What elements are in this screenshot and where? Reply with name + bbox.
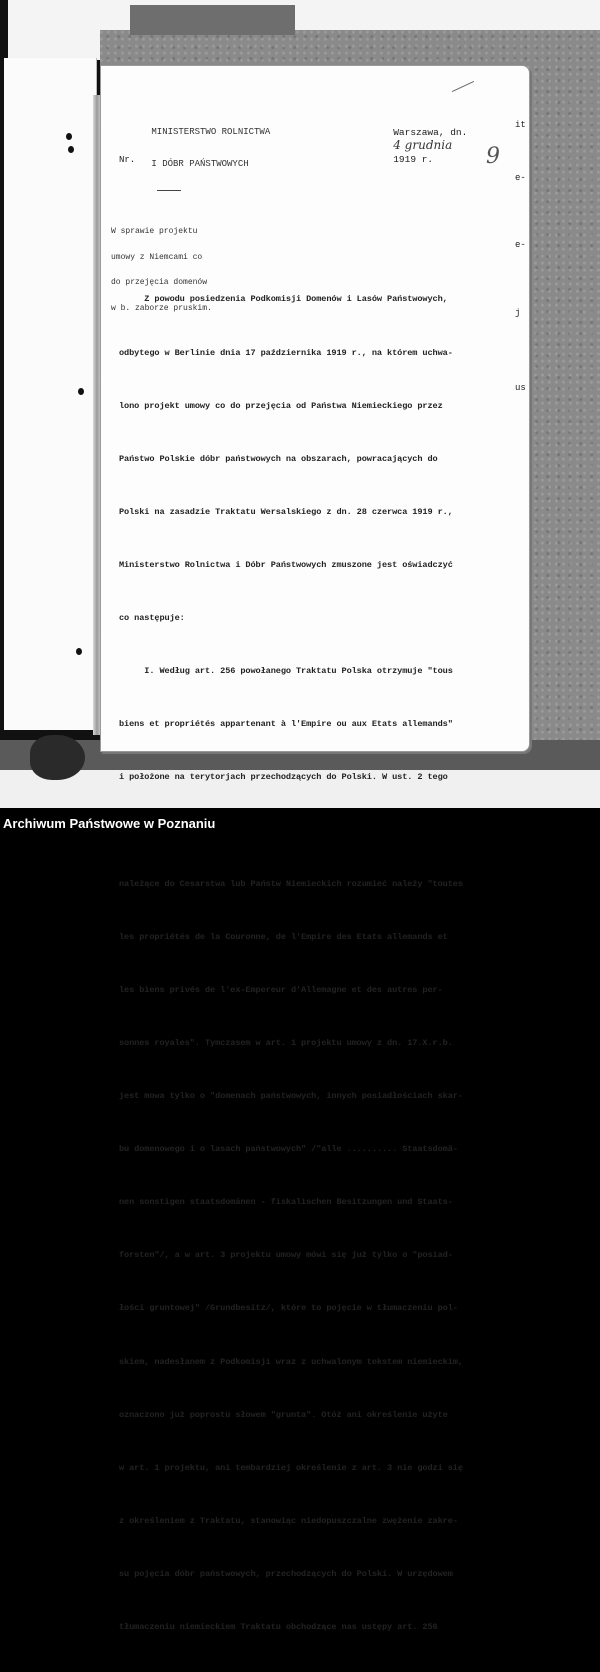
- handwritten-date: 4 grudnia: [393, 138, 453, 152]
- body-line: Z powodu posiedzenia Podkomisji Domenów i Lasów Państwowych,: [119, 294, 448, 305]
- archive-caption: Archiwum Państwowe w Poznaniu: [3, 816, 216, 831]
- body-line: Państwo Polskie dóbr państwowych na obszarach, powracających do: [119, 453, 438, 464]
- left-folder-sheet: [4, 58, 97, 730]
- body-line: forsten"/, a w art. 3 projektu umowy mówi się już tylko o "posiad-: [119, 1250, 453, 1261]
- punch-hole-mark: [68, 146, 74, 153]
- body-line: bu domenowego i o lasach państwowych" /"alle .......... Staatsdomä-: [119, 1144, 458, 1155]
- body-line: su pojęcia dóbr państwowych, przechodzących do Polski. W urzędowem: [119, 1569, 453, 1580]
- body-line: Ministerstwo Rolnictwa i Dóbr Państwowych zmuszone jest oświadczyć: [119, 559, 453, 570]
- body-text: [119, 256, 519, 1672]
- punch-hole-mark: [76, 648, 82, 655]
- body-line: tłumaczeniu niemieckiem Traktatu obchodzące nas ustępy art. 256: [119, 1622, 438, 1633]
- reference-number-label: Nr.: [119, 155, 136, 165]
- margin-mark: j: [515, 308, 521, 318]
- pencil-cross-mark: [452, 81, 474, 92]
- body-line: z określeniem z Traktatu, stanowiąc niedopuszczalne zwężenie zakre-: [119, 1515, 458, 1526]
- body-line: biens et propriétés appartenant à l'Empire ou aux Etats allemands": [119, 719, 453, 730]
- year: 1919 r.: [393, 154, 434, 165]
- body-line: co następuje:: [119, 613, 185, 624]
- margin-mark: e-: [515, 173, 526, 183]
- body-line: lono projekt umowy co do przejęcia od Państwa Niemieckiego przez: [119, 400, 443, 411]
- place-date: [359, 113, 467, 179]
- body-line: nen sonstigen staatsdomänen - fiskalischen Besitzungen und Staats-: [119, 1197, 453, 1208]
- handwritten-page-number: 9: [486, 144, 500, 169]
- place: Warszawa, dn.: [393, 127, 468, 138]
- subject-line: w b. zaborze pruskim.: [111, 303, 212, 313]
- binder-clip: [30, 735, 85, 780]
- body-line: i położone na terytorjach przechodzących do Polski. W ust. 2 tego: [119, 772, 448, 783]
- body-line: odbytego w Berlinie dnia 17 października 1919 r., na którem uchwa-: [119, 347, 453, 358]
- subject-line: umowy z Niemcami co: [111, 252, 203, 262]
- body-line: w art. 1 projektu, ani tembardziej określenie z art. 3 nie godzi się: [119, 1462, 463, 1473]
- letterhead-line2: I DÓBR PAŃSTWOWYCH: [151, 159, 249, 169]
- footer-bar: [0, 808, 600, 840]
- body-line: łości gruntowej" /Grundbesitz/, które to pojęcie w tłumaczeniu pol-: [119, 1303, 458, 1314]
- margin-mark: us: [515, 383, 526, 393]
- body-line: I. Według art. 256 powołanego Traktatu Polska otrzymuje "tous: [119, 666, 453, 677]
- letterhead-line1: MINISTERSTWO ROLNICTWA: [151, 127, 271, 137]
- margin-mark: e-: [515, 240, 526, 250]
- subject-line: W sprawie projektu: [111, 227, 198, 236]
- board-shadow: [130, 5, 295, 35]
- body-line: oznaczono już poprostu słowem "grunta". Otóż ani określenie użyte: [119, 1409, 448, 1420]
- letterhead-rule: [157, 190, 181, 195]
- body-line: les biens privés de l'ex-Empereur d'Allemagne et des autres per-: [119, 984, 443, 995]
- body-line: należące do Cesarstwa lub Państw Niemieckich rozumieć należy "toutes: [119, 878, 463, 889]
- body-line: les propriétés de la Couronne, de l'Empire des Etats allemands et: [119, 931, 448, 942]
- letterhead: [119, 108, 270, 227]
- body-line: jest mowa tylko o "domenach państwowych, innych posiadłościach skar-: [119, 1091, 463, 1102]
- punch-hole-mark: [66, 133, 72, 140]
- subject-line: do przejęcia domenów: [111, 278, 208, 287]
- body-line: sonnes royales". Tymczasem w art. 1 projektu umowy z dn. 17.X.r.b.: [119, 1037, 453, 1048]
- punch-hole-mark: [78, 388, 84, 395]
- margin-mark: it: [515, 120, 526, 130]
- body-line: Polski na zasadzie Traktatu Wersalskiego z dn. 28 czerwca 1919 r.,: [119, 506, 453, 517]
- body-line: skiem, nadesłanem z Podkomisji wraz z uchwalonym tekstem niemieckim,: [119, 1356, 463, 1367]
